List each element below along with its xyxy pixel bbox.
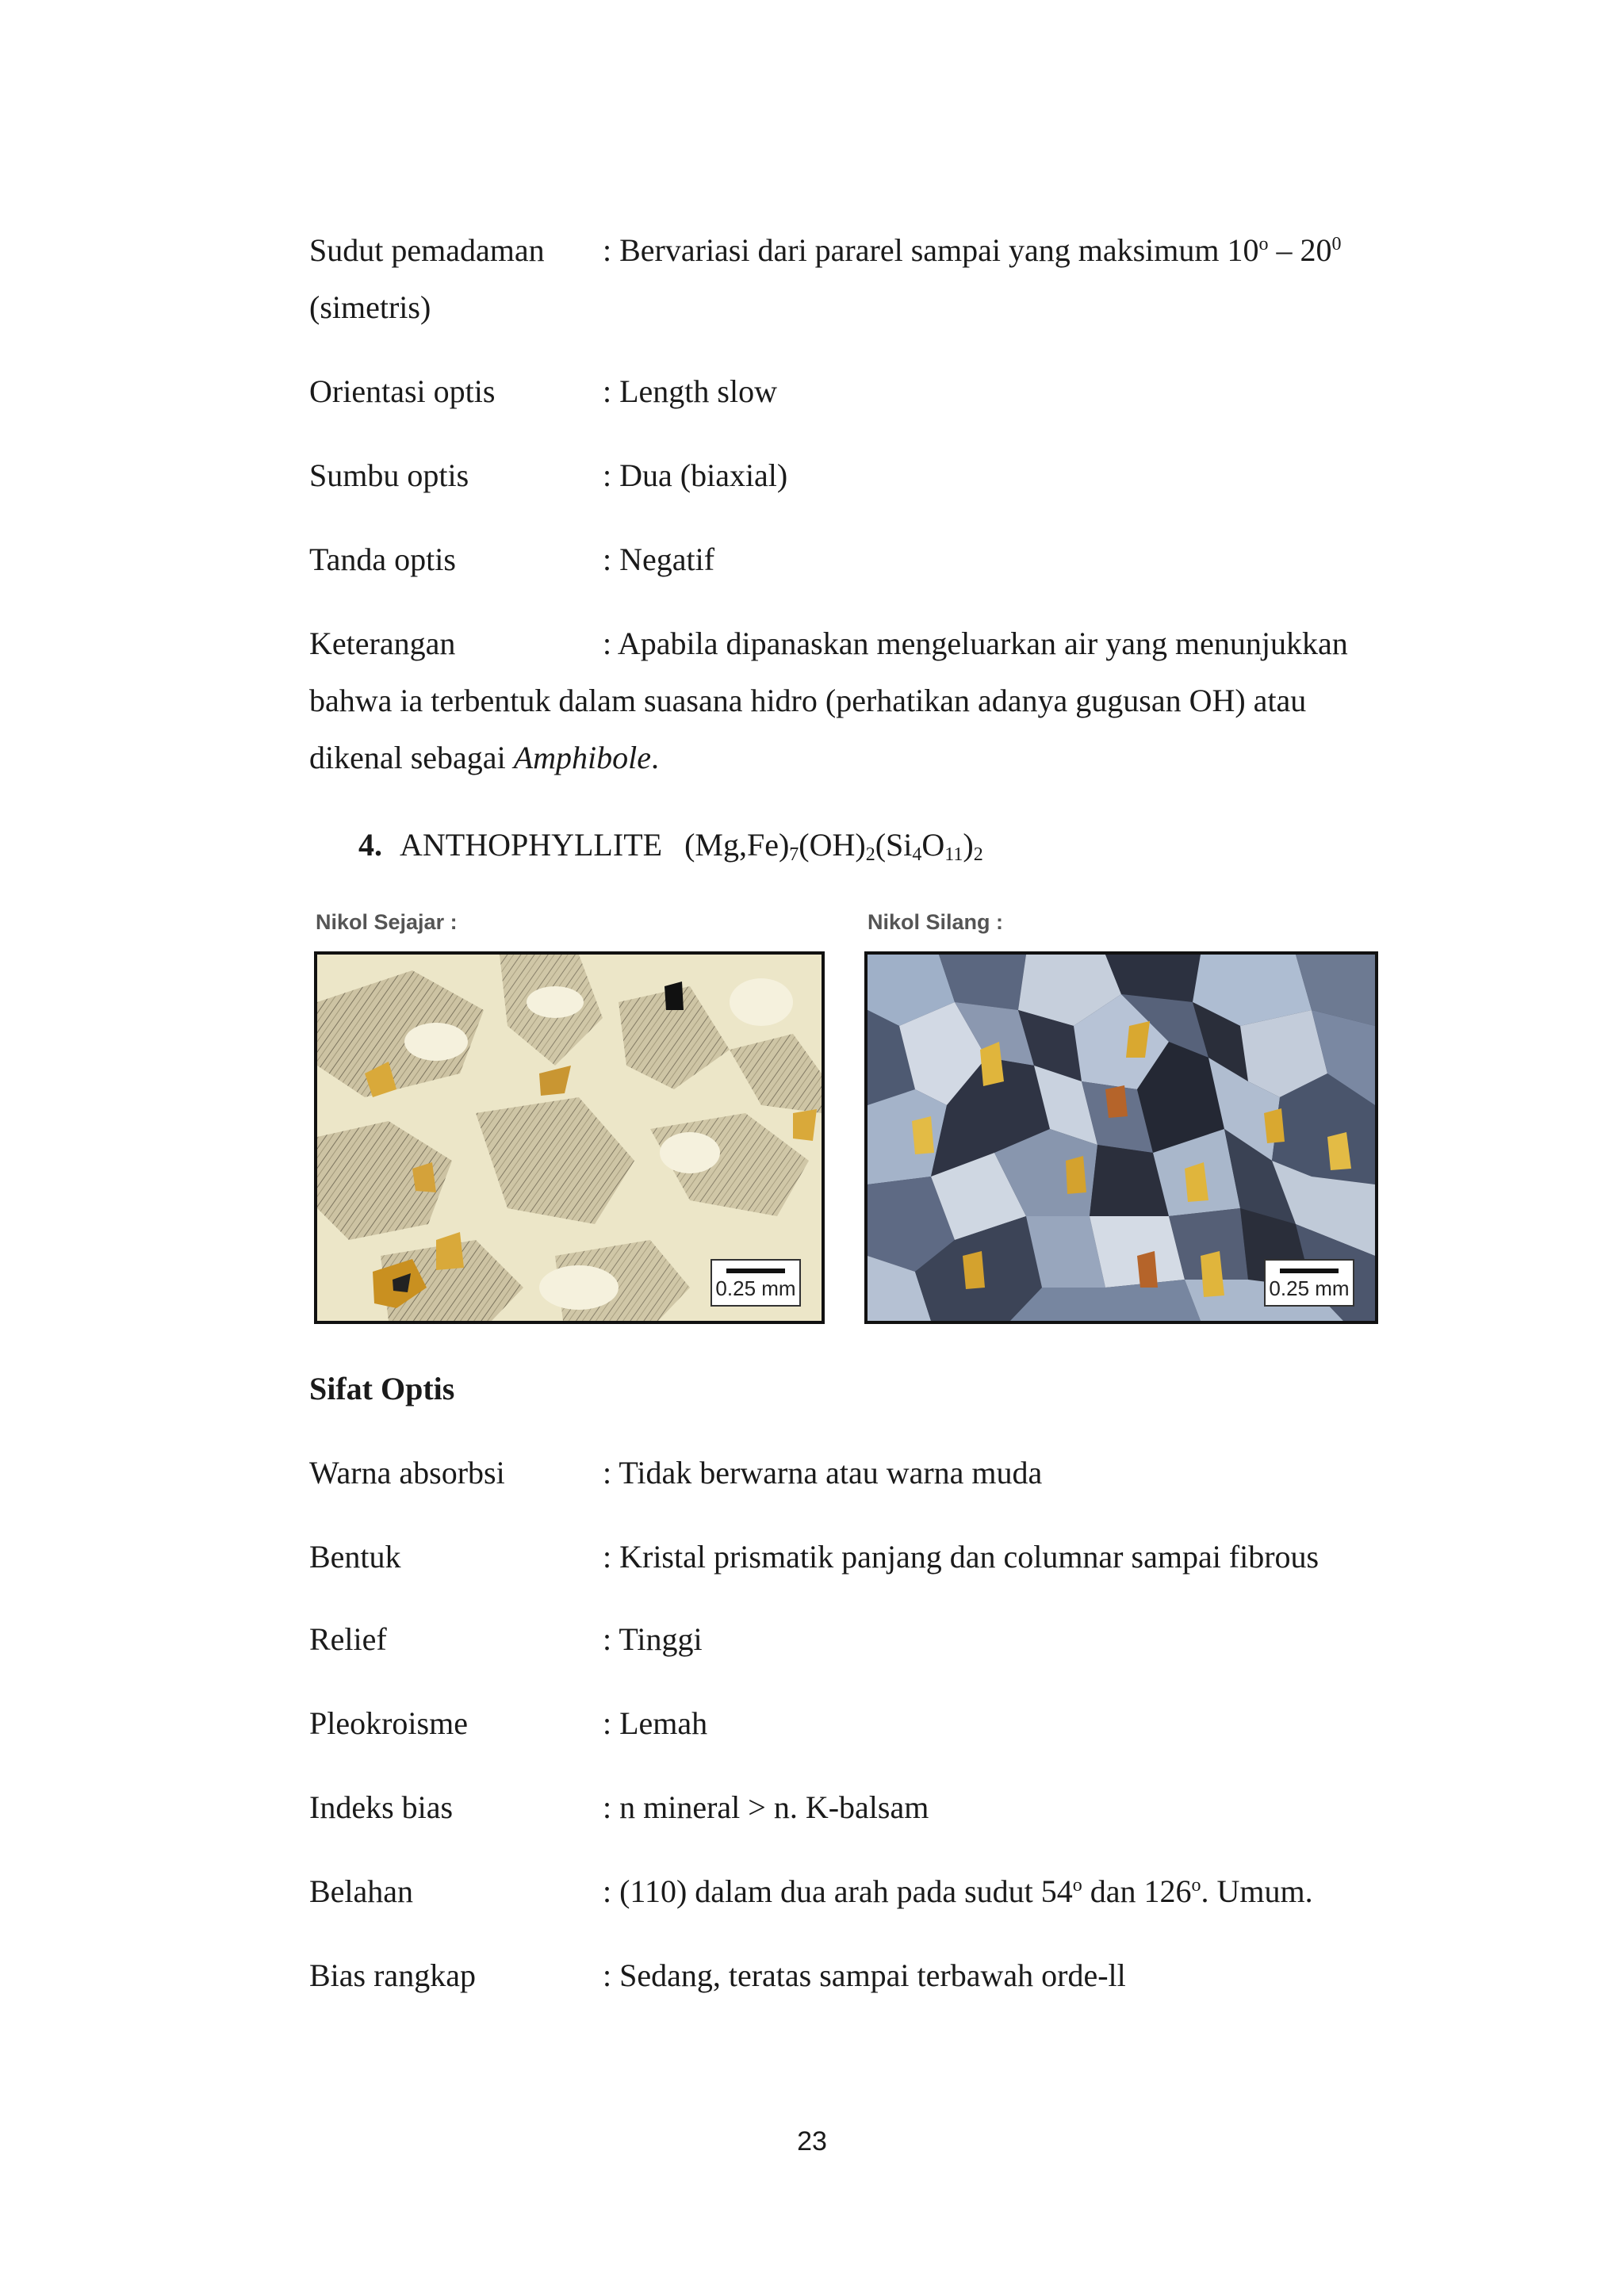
figure-caption-xpl: Nikol Silang : [868, 910, 1004, 934]
keterangan-line-1: : Apabila dipanaskan mengeluarkan air yang menunjukkan [603, 626, 1348, 661]
scale-bar-label: 0.25 mm [715, 1276, 796, 1300]
mineral-heading [358, 817, 983, 883]
photomicrograph-plane-polarized [314, 951, 825, 1324]
prop-value: : Length slow [603, 373, 777, 409]
prop-value [603, 1863, 1313, 1920]
prop-value: : n mineral > n. K-balsam [603, 1789, 929, 1825]
prop-value: : Kristal prismatik panjang dan columnar sampai fibrous [603, 1539, 1320, 1575]
degree-sup: o [1258, 234, 1269, 254]
prop-value-text: : (110) dalam dua arah pada sudut 54 [603, 1873, 1073, 1909]
prop-label: Bentuk [309, 1539, 401, 1575]
formula-part: O [921, 827, 945, 863]
degree-sup: o [1072, 1875, 1082, 1896]
prop-label: Warna absorbsi [309, 1455, 505, 1490]
heading-number: 4. [358, 827, 382, 863]
keterangan-suffix: . [651, 740, 659, 775]
prop-label: Pleokroisme [309, 1705, 468, 1741]
scale-bar-line [1280, 1269, 1339, 1273]
degree-sup-2: 0 [1331, 234, 1342, 254]
prop-label: Belahan [309, 1873, 414, 1909]
prop-continuation-text: (simetris) [309, 289, 431, 325]
formula-sub: 4 [912, 844, 922, 865]
prop-value-text-3: . Umum. [1201, 1873, 1313, 1909]
figure-caption-ppl: Nikol Sejajar : [316, 910, 458, 934]
prop-value: : Sedang, teratas sampai terbawah orde-ll [603, 1957, 1126, 1993]
degree-sup-2: o [1191, 1875, 1201, 1896]
formula-sub: 11 [944, 844, 963, 865]
prop-label: Bias rangkap [309, 1957, 476, 1993]
prop-label: Sudut pemadaman [309, 232, 545, 268]
prop-label: Indeks bias [309, 1789, 454, 1825]
scale-bar-left [710, 1259, 801, 1307]
prop-value-text: : Bervariasi dari pararel sampai yang maksimum 10 [603, 232, 1259, 268]
mineral-name: ANTHOPHYLLITE [400, 827, 663, 863]
scale-bar-right [1264, 1259, 1354, 1307]
keterangan-line-2: bahwa ia terbentuk dalam suasana hidro (perhatikan adanya gugusan OH) atau [309, 683, 1307, 718]
prop-label: Sumbu optis [309, 457, 469, 493]
scale-bar-label: 0.25 mm [1269, 1276, 1350, 1300]
formula-part: (Si [875, 827, 913, 863]
prop-label: Orientasi optis [309, 373, 496, 409]
keterangan-italic-term: Amphibole [513, 740, 651, 775]
scale-bar-line [726, 1269, 785, 1273]
mineral-formula [684, 827, 983, 863]
formula-sub: 2 [865, 844, 875, 865]
prop-value: : Dua (biaxial) [603, 457, 788, 493]
photomicrograph-crossed-polarized [864, 951, 1378, 1324]
formula-part: (OH) [799, 827, 866, 863]
prop-value: : Lemah [603, 1705, 708, 1741]
formula-part: (Mg,Fe) [684, 827, 790, 863]
formula-sub: 7 [789, 844, 799, 865]
page-number: 23 [797, 2126, 827, 2156]
prop-value-text-2: – 20 [1268, 232, 1332, 268]
formula-sub: 2 [973, 844, 983, 865]
prop-value-text-2: dan 126 [1082, 1873, 1192, 1909]
prop-value: : Tidak berwarna atau warna muda [603, 1455, 1043, 1490]
section-title: Sifat Optis [309, 1371, 455, 1406]
keterangan-line-3-text [309, 729, 659, 786]
prop-label: Relief [309, 1621, 387, 1657]
prop-value [603, 222, 1392, 279]
keterangan-prefix: dikenal sebagai [309, 740, 514, 775]
prop-value: : Tinggi [603, 1621, 703, 1657]
formula-part: ) [963, 827, 974, 863]
prop-label: Tanda optis [309, 541, 456, 577]
prop-value: : Negatif [603, 541, 715, 577]
prop-label: Keterangan [309, 626, 456, 661]
